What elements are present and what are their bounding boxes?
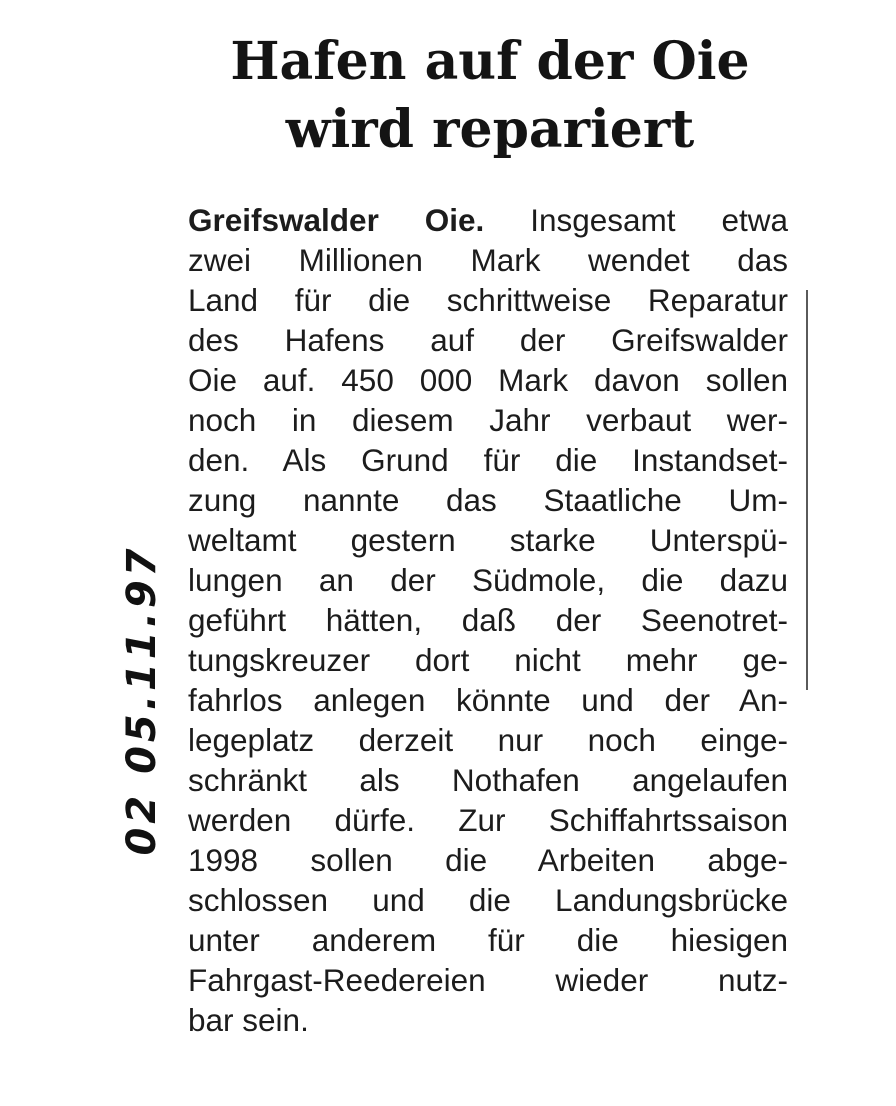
body-line: lungen an der Südmole, die dazu (188, 562, 788, 598)
headline-line-1: Hafen auf der Oie (230, 31, 750, 92)
body-line: bar sein. (188, 1002, 309, 1038)
body-line: Oie auf. 450 000 Mark davon sollen (188, 362, 788, 398)
column-rule (806, 290, 808, 690)
body-line: des Hafens auf der Greifswalder (188, 322, 788, 358)
body-line: unter anderem für die hiesigen (188, 922, 788, 958)
body-line: Land für die schrittweise Reparatur (188, 282, 788, 318)
body-line: tungskreuzer dort nicht mehr ge- (188, 642, 788, 678)
body-line: werden dürfe. Zur Schiffahrtssaison (188, 802, 788, 838)
body-line: Fahrgast-Reedereien wieder nutz- (188, 962, 788, 998)
body-line: zwei Millionen Mark wendet das (188, 242, 788, 278)
body-line-text: Insgesamt etwa (484, 202, 789, 238)
dateline: Greifswalder Oie. (188, 202, 485, 238)
body-line: schränkt als Nothafen angelaufen (188, 762, 788, 798)
body-line: schlossen und die Landungsbrücke (188, 882, 788, 918)
body-line (188, 200, 788, 240)
body-line: den. Als Grund für die Instandset- (188, 442, 788, 478)
body-line: zung nannte das Staatliche Um- (188, 482, 788, 518)
article-body (188, 200, 788, 1040)
body-line: weltamt gestern starke Unterspü- (188, 522, 788, 558)
headline-line-2: wird repariert (285, 99, 695, 160)
headline (150, 28, 830, 164)
body-line: 1998 sollen die Arbeiten abge- (188, 842, 788, 878)
body-line: noch in diesem Jahr verbaut wer- (188, 402, 788, 438)
body-line: legeplatz derzeit nur noch einge- (188, 722, 788, 758)
body-line: geführt hätten, daß der Seenotret- (188, 602, 788, 638)
handwritten-date: 02 05.11.97 (119, 544, 165, 856)
body-line: fahrlos anlegen könnte und der An- (188, 682, 788, 718)
